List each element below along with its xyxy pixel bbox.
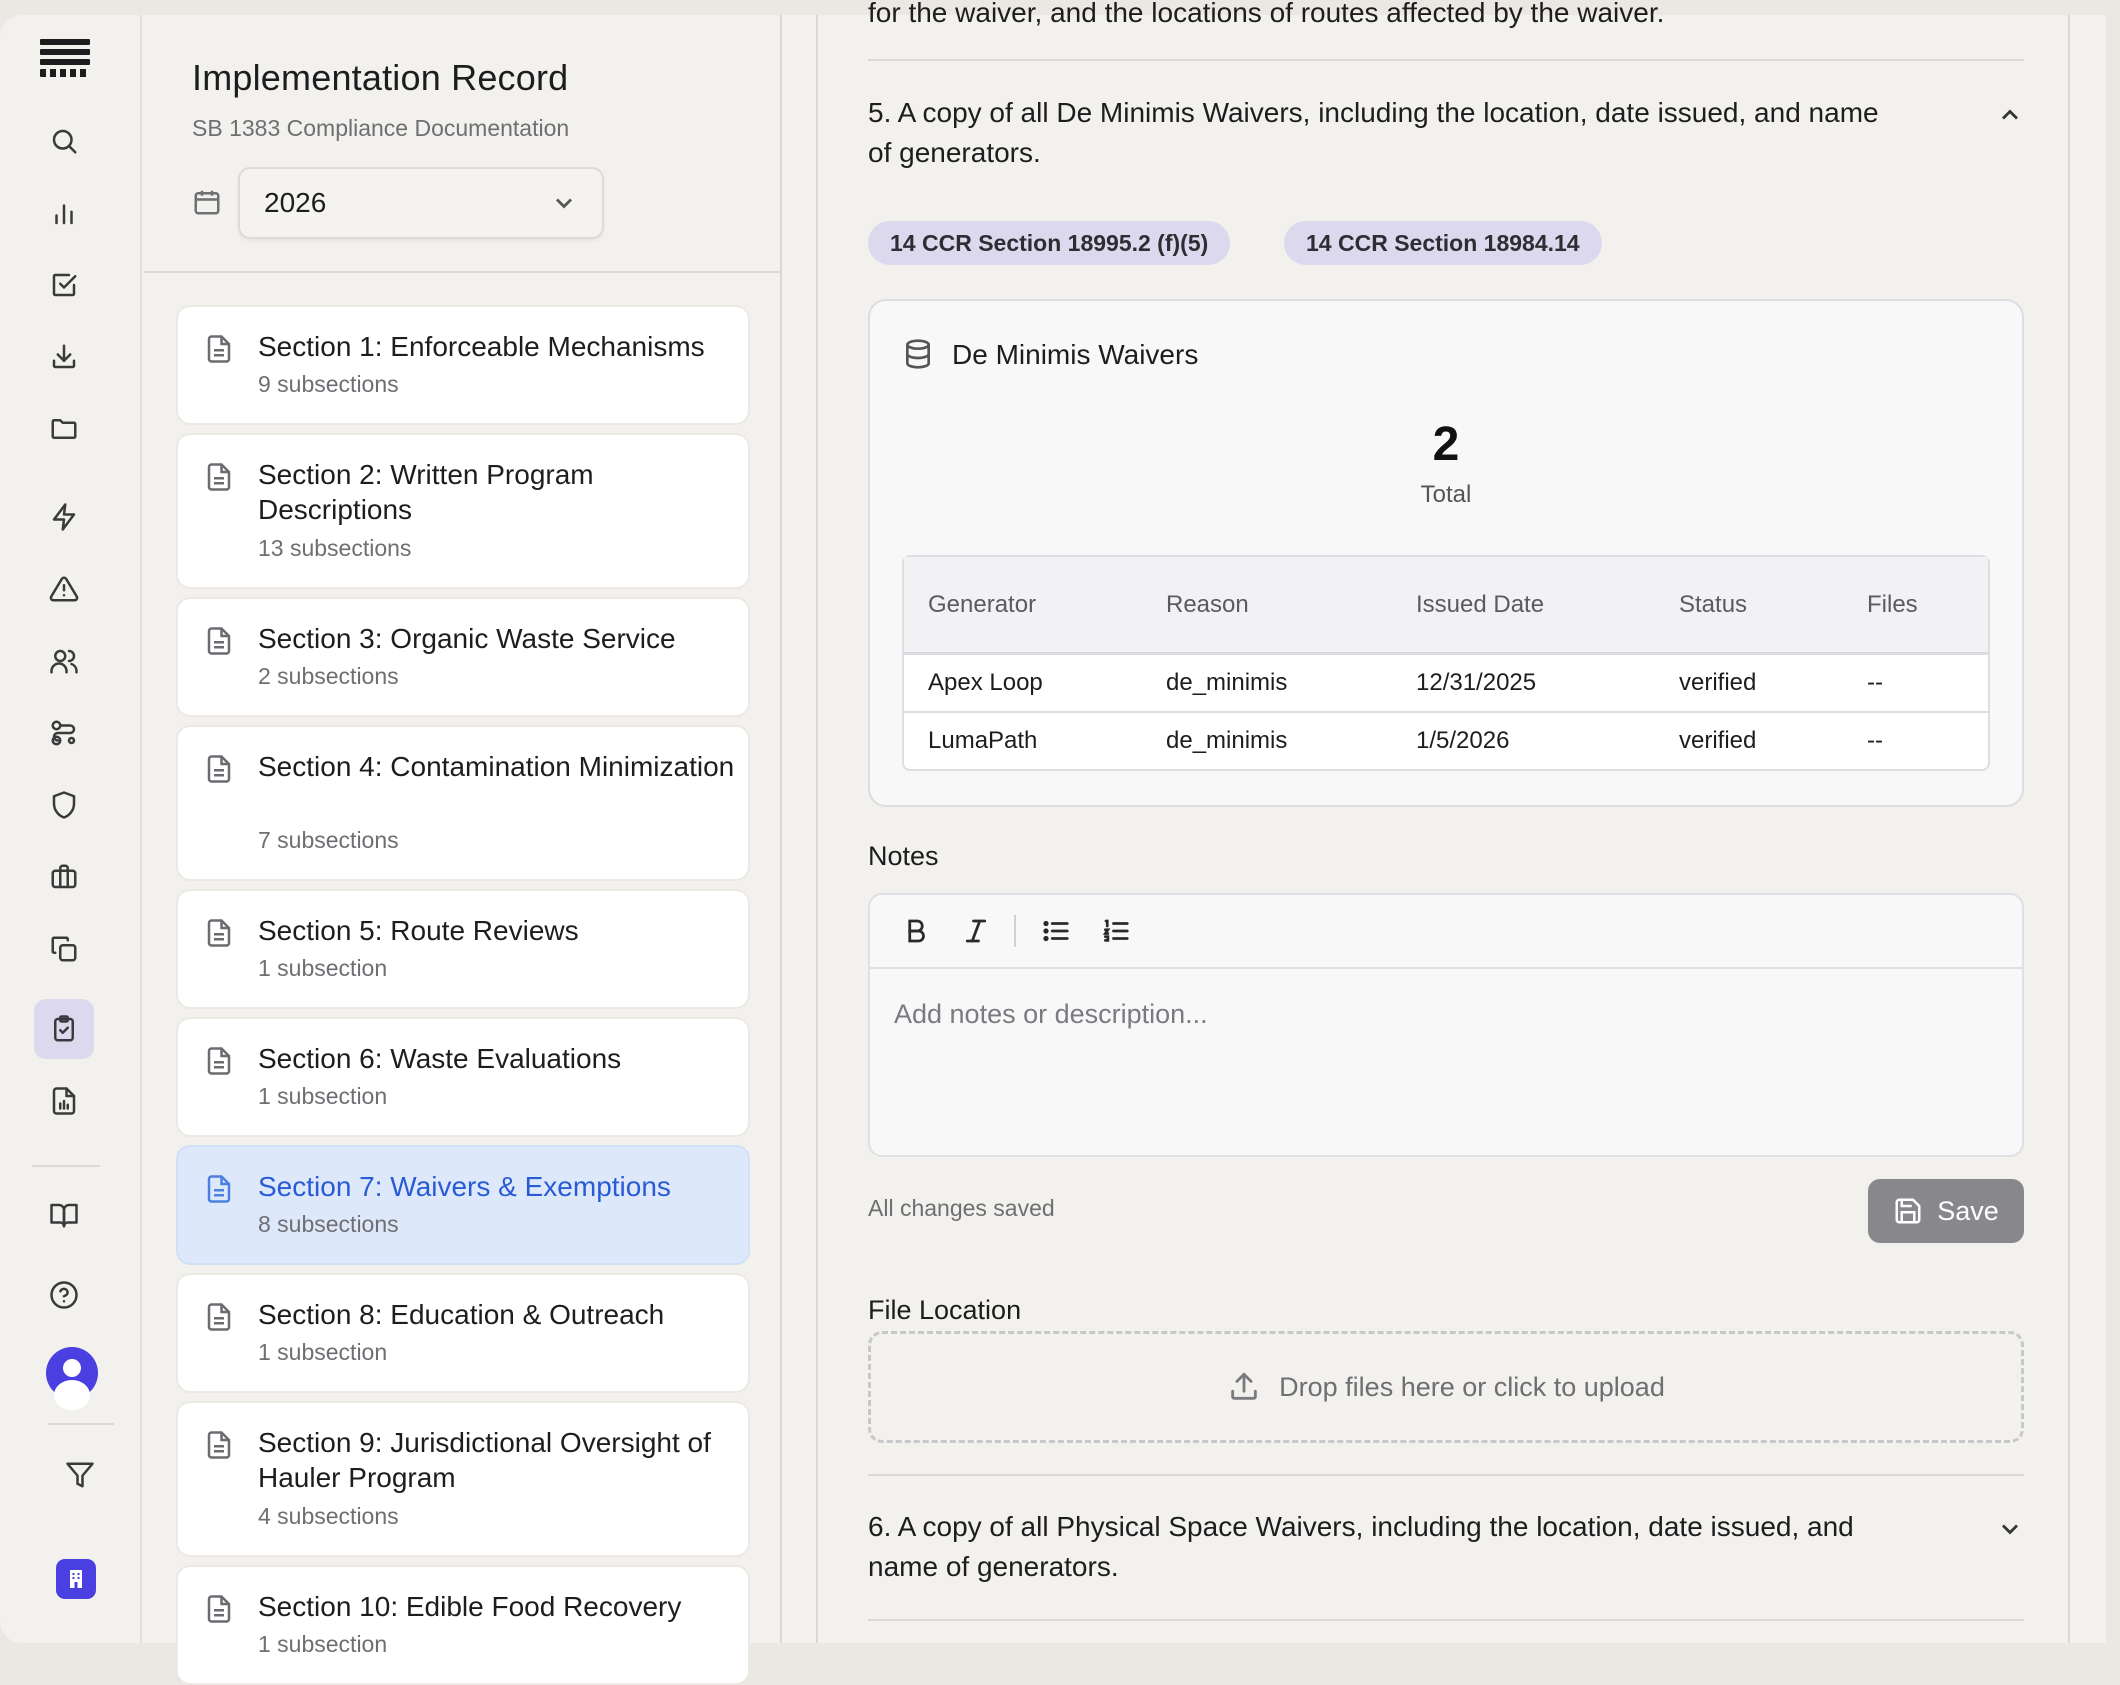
bullet-list-icon[interactable] [1038,913,1074,949]
upload-icon [1227,1370,1261,1404]
rail-divider-2 [48,1423,114,1425]
section-title: Section 8: Education & Outreach [258,1299,665,1330]
cell-reason: de_minimis [1166,727,1288,754]
copy-icon[interactable] [34,919,94,979]
section-count: 2 subsections [258,663,399,689]
italic-icon[interactable] [958,913,994,949]
section-title: Section 6: Waste Evaluations [258,1043,622,1074]
filter-icon[interactable] [50,1445,110,1505]
clipboard-check-icon[interactable] [34,999,94,1059]
save-label: Save [1937,1195,1999,1226]
section-count: 4 subsections [258,1503,399,1529]
cell-reason: de_minimis [1166,669,1288,696]
section-item-7[interactable] [176,1145,750,1265]
year-select-value: 2026 [264,187,327,218]
document-icon [204,1593,234,1625]
section-title: Section 10: Edible Food Recovery [258,1591,682,1622]
briefcase-icon[interactable] [34,847,94,907]
section-title: Section 7: Waivers & Exemptions [258,1171,671,1202]
section-title: Section 3: Organic Waste Service [258,623,676,654]
regulation-tag: 14 CCR Section 18995.2 (f)(5) [868,221,1230,265]
users-icon[interactable] [34,631,94,691]
book-icon[interactable] [34,1185,94,1245]
document-icon [204,333,234,365]
total-count: 2 [1432,418,1460,471]
file-location-label: File Location [868,1295,1022,1325]
section-count: 1 subsection [258,1083,388,1109]
icon-rail [0,15,142,1643]
upload-text: Drop files here or click to upload [1279,1371,1665,1402]
page-subtitle: SB 1383 Compliance Documentation [192,115,570,141]
previous-item-text: for the waiver, and the locations of routes affected by the waiver. [868,0,1665,28]
col-issued-date[interactable]: Issued Date [1416,590,1545,618]
sections-panel [144,15,782,1657]
chevron-down-icon [550,189,578,217]
table-row[interactable] [904,653,1988,711]
document-icon [204,1301,234,1333]
numbered-list-icon[interactable] [1098,913,1134,949]
section-item-10[interactable] [176,1565,750,1685]
section-item-4[interactable] [176,725,750,881]
cell-generator: LumaPath [928,727,1038,754]
divider [868,1619,2024,1621]
save-button[interactable] [1868,1179,2024,1243]
notes-editor [868,893,2024,1157]
toolbar-separator [1014,915,1016,947]
cell-generator: Apex Loop [928,669,1043,696]
cell-status: verified [1679,669,1757,696]
section-title: Section 1: Enforceable Mechanisms [258,331,705,362]
checkbox-icon[interactable] [34,255,94,315]
year-select[interactable] [238,167,604,239]
waivers-table [902,555,1990,771]
editor-toolbar [870,895,2022,969]
search-icon[interactable] [34,111,94,171]
building-icon[interactable] [56,1559,96,1599]
rail-divider [32,1165,100,1167]
cell-status: verified [1679,727,1757,754]
col-files[interactable]: Files [1867,590,1918,618]
right-gutter [2072,15,2106,1643]
save-status: All changes saved [868,1195,1055,1221]
divider [868,1474,2024,1476]
section-count: 7 subsections [258,827,399,853]
page-title: Implementation Record [192,57,569,98]
section-item-8[interactable] [176,1273,750,1393]
panel-header [144,15,780,273]
card-title: De Minimis Waivers [952,339,1199,370]
section-item-6[interactable] [176,1017,750,1137]
section-title: Section 2: Written Program Descriptions [258,459,594,525]
section-title: Section 5: Route Reviews [258,915,579,946]
section-count: 13 subsections [258,535,412,561]
route-icon[interactable] [34,703,94,763]
document-icon [204,1429,234,1461]
download-icon[interactable] [34,327,94,387]
waivers-card [868,299,2024,807]
shield-icon[interactable] [34,775,94,835]
bold-icon[interactable] [898,913,934,949]
help-icon[interactable] [34,1265,94,1325]
document-icon [204,461,234,493]
document-icon [204,625,234,657]
col-status[interactable]: Status [1679,590,1748,618]
col-generator[interactable]: Generator [928,590,1037,618]
section-item-5[interactable] [176,889,750,1009]
table-row[interactable] [904,711,1988,769]
document-icon [204,753,234,785]
brand-logo-icon[interactable] [40,39,90,87]
cell-files: -- [1867,727,1883,754]
notes-label: Notes [868,841,939,871]
regulation-tag: 14 CCR Section 18984.14 [1284,221,1602,265]
subsection-6-title[interactable]: 6. A copy of all Physical Space Waivers, including the location, date issued, and name of generators. [868,1511,1854,1582]
file-dropzone[interactable] [868,1331,2024,1443]
chevron-up-icon[interactable] [1996,101,2024,129]
cell-issued-date: 12/31/2025 [1416,669,1537,696]
section-title: Section 9: Jurisdictional Oversight of Hauler Program [258,1427,711,1493]
total-label: Total [1420,481,1472,508]
section-count: 1 subsection [258,955,388,981]
section-item-9[interactable] [176,1401,750,1557]
section-title: Section 4: Contamination Minimization [258,751,735,782]
section-item-3[interactable] [176,597,750,717]
cell-files: -- [1867,669,1883,696]
section-count: 8 subsections [258,1211,399,1237]
section-count: 1 subsection [258,1631,388,1657]
report-icon[interactable] [34,1071,94,1131]
cell-issued-date: 1/5/2026 [1416,727,1510,754]
section-count: 1 subsection [258,1339,388,1365]
col-reason[interactable]: Reason [1166,590,1249,618]
warning-icon[interactable] [34,559,94,619]
save-icon [1893,1196,1923,1226]
document-icon [204,1173,234,1205]
document-icon [204,1045,234,1077]
document-icon [204,917,234,949]
divider [868,59,2024,61]
table-header-row [904,557,1988,653]
user-avatar[interactable] [46,1347,98,1399]
section-item-2[interactable] [176,433,750,589]
notes-textarea[interactable]: Add notes or description... [894,999,1208,1029]
subsection-5-title[interactable]: 5. A copy of all De Minimis Waivers, including the location, date issued, and name of generators. [868,97,1879,168]
chevron-down-icon[interactable] [1996,1515,2024,1543]
lightning-icon[interactable] [34,487,94,547]
database-icon [902,337,934,371]
main-content [816,0,2070,1643]
bar-chart-icon[interactable] [34,183,94,243]
section-item-1[interactable] [176,305,750,425]
calendar-icon [192,187,222,217]
section-count: 9 subsections [258,371,399,397]
folder-icon[interactable] [34,399,94,459]
